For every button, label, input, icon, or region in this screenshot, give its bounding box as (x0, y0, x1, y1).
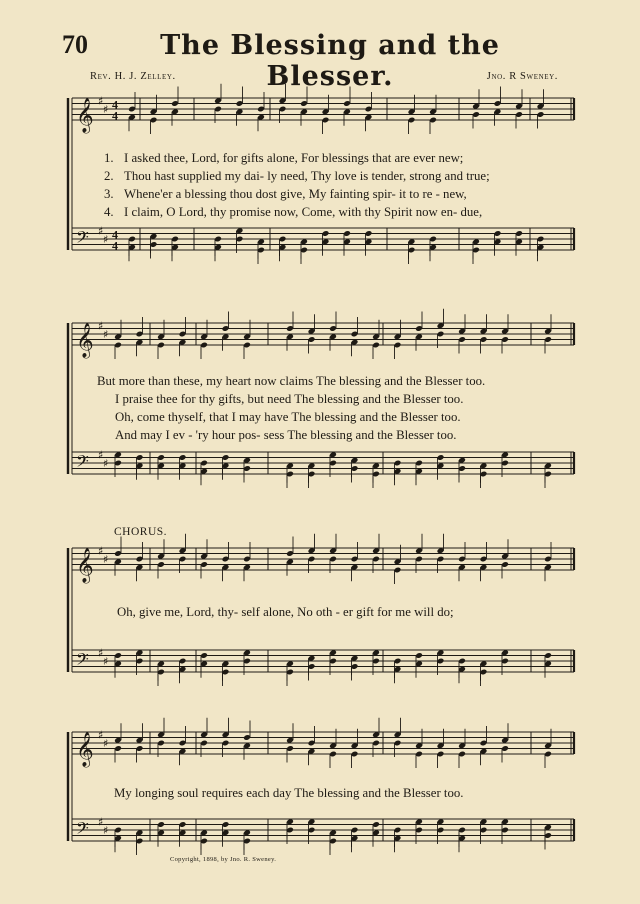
lyricist-credit: Rev. H. J. Zelley. (90, 71, 176, 82)
key-signature-icon: ♯ (98, 448, 104, 462)
verse-text: Thou hast supplied my dai- ly need, Thy love is tender, strong and true; (124, 169, 490, 183)
key-signature-icon: ♯ (98, 94, 104, 108)
key-signature-icon: ♯ (103, 327, 109, 341)
bass-clef-icon: 𝄢 (76, 451, 89, 475)
treble-clef-icon: 𝄞 (76, 323, 94, 358)
time-signature: 4 (112, 238, 118, 253)
verse-text: I asked thee, Lord, for gifts alone, For blessings that are ever new; (124, 151, 464, 165)
verse-line-b1: But more than these, my heart now claims The blessing and the Blesser too. (97, 374, 486, 388)
bass-clef-icon: 𝄢 (76, 649, 89, 673)
key-signature-icon: ♯ (103, 654, 109, 668)
key-signature-icon: ♯ (98, 224, 104, 238)
verse-line-b3: Oh, come thyself, that I may have The blessing and the Blesser too. (115, 410, 461, 424)
page-number: 70 (62, 30, 88, 59)
verse-line-b4: And may I ev - 'ry hour pos- sess The blessing and the Blesser too. (115, 428, 457, 442)
bass-clef-icon: 𝄢 (76, 227, 89, 251)
bass-clef-icon: 𝄢 (76, 818, 89, 842)
chorus-line-1: Oh, give me, Lord, thy- self alone, No oth - er gift for me will do; (117, 605, 454, 619)
verse-number: 4. (104, 205, 114, 219)
verse-number: 3. (104, 187, 114, 201)
verse-line-3 (104, 187, 467, 202)
time-signature: 4 (112, 97, 118, 112)
chorus-label: CHORUS. (114, 526, 168, 538)
key-signature-icon: ♯ (103, 552, 109, 566)
verse-number: 1. (104, 151, 114, 165)
hymn-title: The Blessing and the Blesser. (160, 30, 500, 92)
key-signature-icon: ♯ (103, 456, 109, 470)
time-signature: 4 (112, 108, 118, 123)
chorus-line-2: My longing soul requires each day The blessing and the Blesser too. (114, 786, 464, 800)
treble-clef-icon: 𝄞 (76, 98, 94, 133)
key-signature-icon: ♯ (98, 728, 104, 742)
time-signature: 4 (112, 227, 118, 242)
verse-number: 2. (104, 169, 114, 183)
key-signature-icon: ♯ (103, 232, 109, 246)
key-signature-icon: ♯ (98, 544, 104, 558)
key-signature-icon: ♯ (103, 823, 109, 837)
composer-credit: Jno. R Sweney. (486, 71, 558, 82)
verse-text: Whene'er a blessing thou dost give, My fainting spir- it to re - new, (124, 187, 467, 201)
verse-text: I claim, O Lord, thy promise now, Come, with thy Spirit now en- due, (124, 205, 483, 219)
verse-line-b2: I praise thee for thy gifts, but need The blessing and the Blesser too. (115, 392, 464, 406)
copyright-notice: Copyright, 1898, by Jno. R. Sweney. (170, 856, 277, 863)
key-signature-icon: ♯ (98, 319, 104, 333)
verse-line-2 (104, 169, 490, 184)
key-signature-icon: ♯ (98, 646, 104, 660)
treble-clef-icon: 𝄞 (76, 732, 94, 767)
key-signature-icon: ♯ (103, 736, 109, 750)
treble-clef-icon: 𝄞 (76, 548, 94, 583)
key-signature-icon: ♯ (103, 102, 109, 116)
key-signature-icon: ♯ (98, 815, 104, 829)
verse-line-1 (104, 151, 463, 166)
verse-line-4 (104, 205, 482, 220)
